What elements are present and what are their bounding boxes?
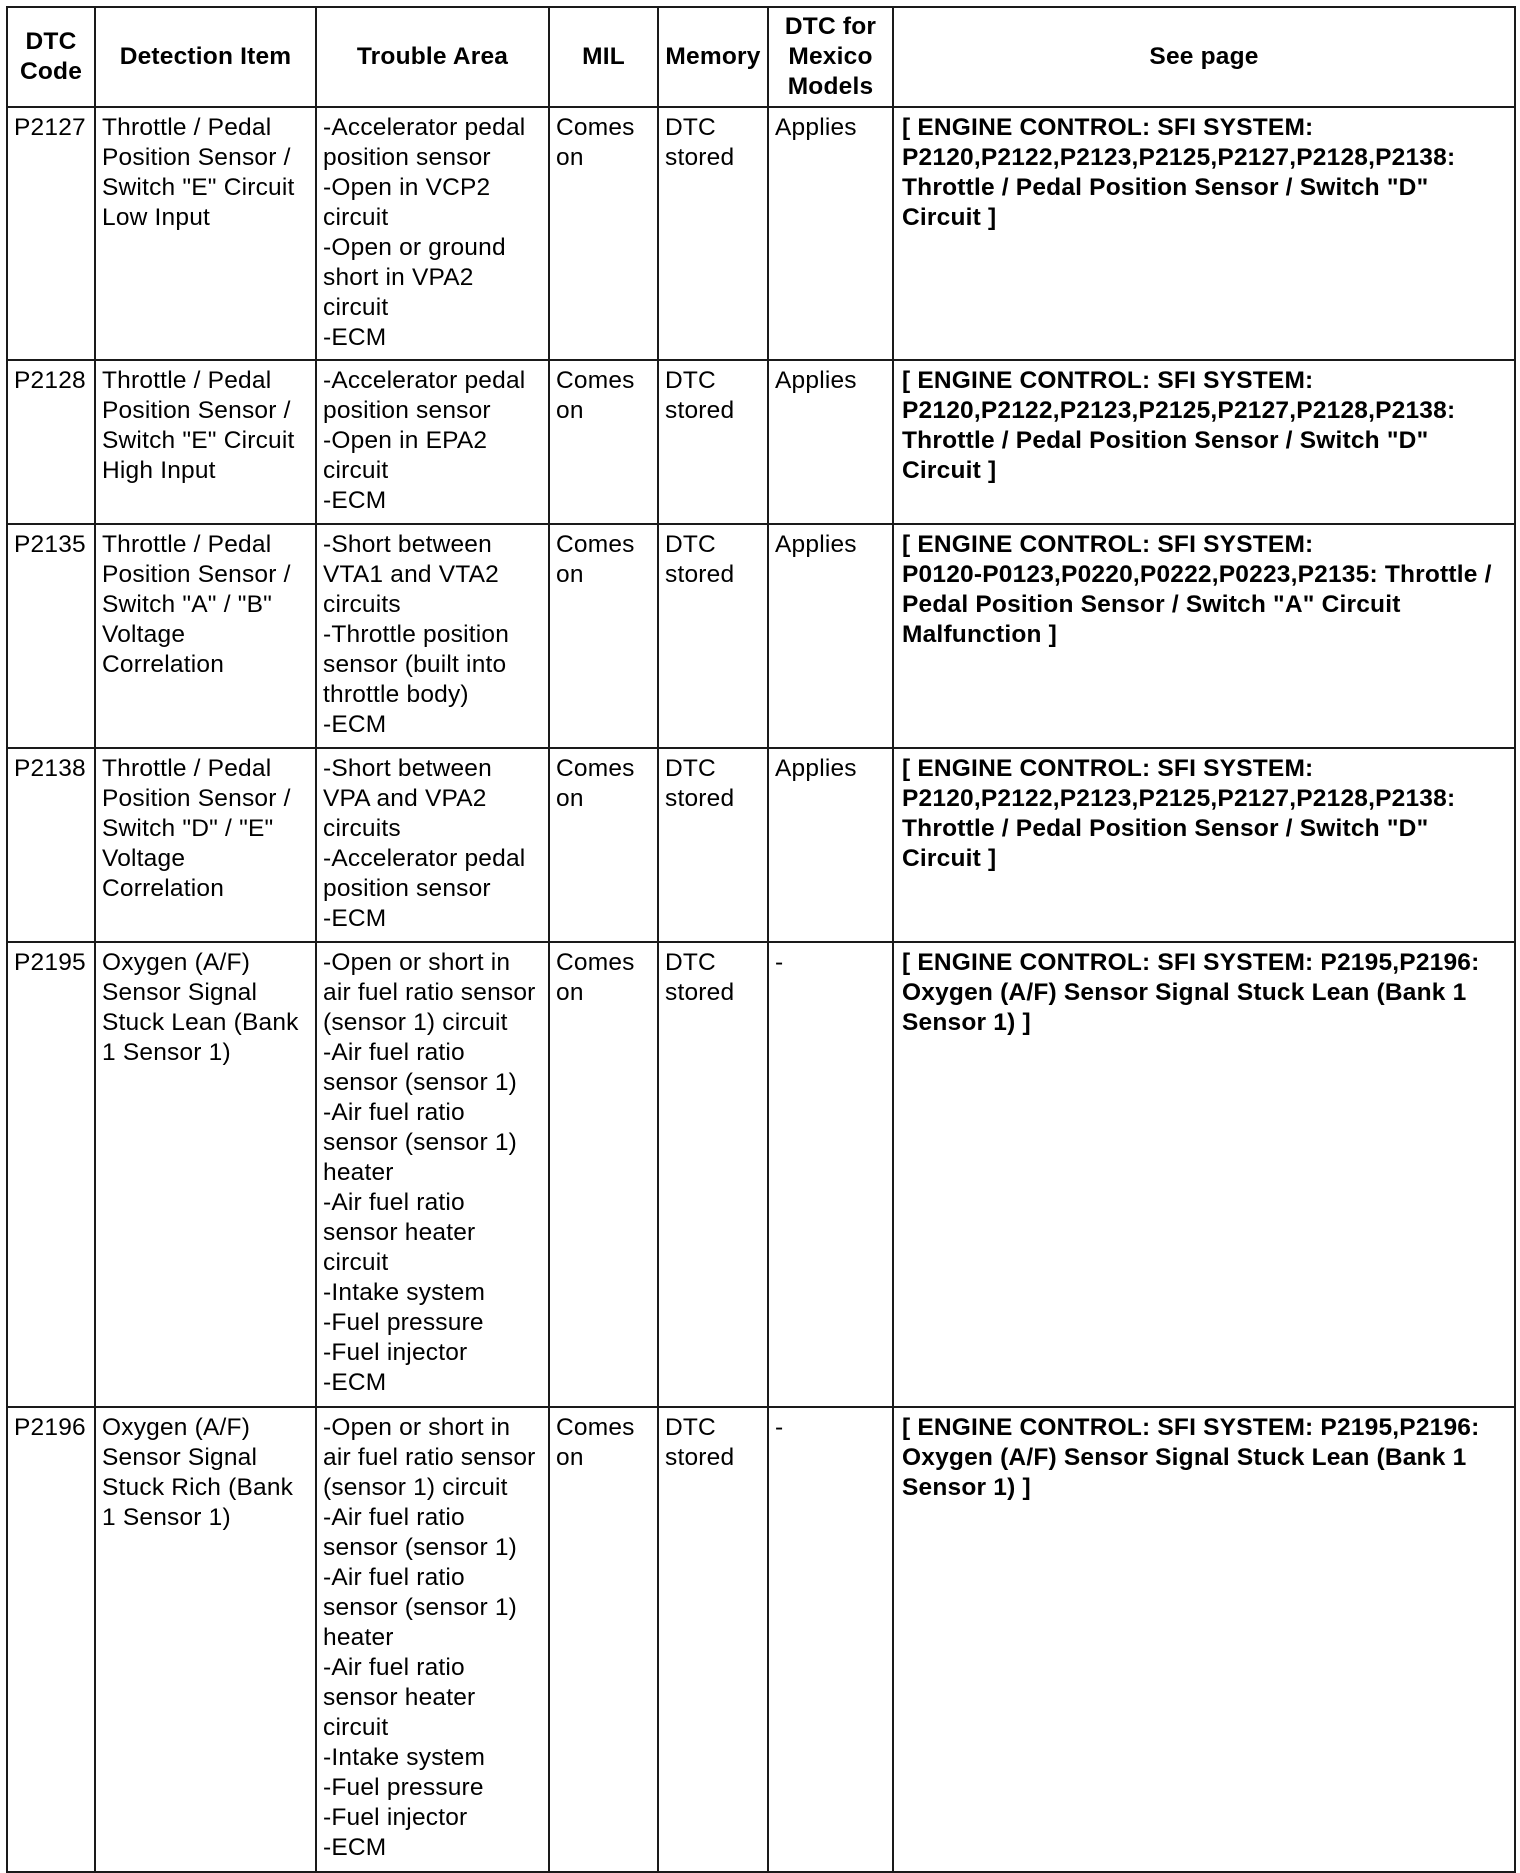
see-page-link-line: [ ENGINE CONTROL: SFI SYSTEM: — [902, 367, 1314, 394]
detection-item-cell-line: 1 Sensor 1) — [102, 1504, 231, 1531]
see-page-link-line: [ ENGINE CONTROL: SFI SYSTEM: — [902, 114, 1314, 141]
see-page-link[interactable] — [893, 524, 1515, 748]
trouble-area-cell — [316, 942, 549, 1407]
trouble-area-cell-line: -Open or short in — [323, 949, 511, 976]
trouble-area-cell-line: sensor (sensor 1) — [323, 1069, 518, 1096]
mexico-models-cell: Applies — [768, 360, 893, 524]
trouble-area-cell-line: -Air fuel ratio — [323, 1564, 465, 1591]
trouble-area-cell — [316, 107, 549, 360]
trouble-area-cell-line: -Air fuel ratio — [323, 1504, 465, 1531]
trouble-area-cell-line: -Air fuel ratio — [323, 1099, 465, 1126]
mil-cell — [549, 942, 658, 1407]
mil-cell — [549, 360, 658, 524]
see-page-link-line: Malfunction ] — [902, 621, 1058, 648]
trouble-area-cell-line: short in VPA2 — [323, 264, 474, 291]
memory-cell — [658, 524, 768, 748]
memory-cell-line: stored — [665, 785, 735, 812]
mexico-models-cell: Applies — [768, 524, 893, 748]
mil-cell — [549, 748, 658, 942]
memory-cell — [658, 1407, 768, 1872]
trouble-area-cell-line: air fuel ratio sensor — [323, 1444, 536, 1471]
header-mexico-models: DTC for Mexico Models — [768, 7, 893, 107]
trouble-area-cell-line: circuit — [323, 1249, 389, 1276]
trouble-area-cell-line: -Open in VCP2 — [323, 174, 491, 201]
trouble-area-cell-line: -ECM — [323, 324, 387, 351]
detection-item-cell-line: Correlation — [102, 651, 225, 678]
see-page-link[interactable] — [893, 942, 1515, 1407]
header-detection-item: Detection Item — [95, 7, 316, 107]
mil-cell — [549, 524, 658, 748]
trouble-area-cell-line: -Air fuel ratio — [323, 1039, 465, 1066]
trouble-area-cell-line: -Accelerator pedal — [323, 845, 526, 872]
trouble-area-cell-line: -ECM — [323, 1369, 387, 1396]
memory-cell — [658, 360, 768, 524]
trouble-area-cell-line: -Open or short in — [323, 1414, 511, 1441]
mil-cell-line: on — [556, 144, 584, 171]
detection-item-cell-line: Voltage — [102, 845, 186, 872]
trouble-area-cell-line: -Intake system — [323, 1279, 486, 1306]
detection-item-cell-line: Sensor Signal — [102, 1444, 258, 1471]
trouble-area-cell-line: sensor (sensor 1) — [323, 1594, 518, 1621]
detection-item-cell-line: Throttle / Pedal — [102, 755, 272, 782]
table-row — [7, 524, 1515, 748]
detection-item-cell-line: Position Sensor / — [102, 785, 291, 812]
see-page-link-line: [ ENGINE CONTROL: SFI SYSTEM: P2195,P2196: — [902, 949, 1480, 976]
dtc-code-cell: P2127 — [7, 107, 95, 360]
trouble-area-cell-line: circuits — [323, 591, 401, 618]
table-row — [7, 107, 1515, 360]
see-page-link-line: Sensor 1) ] — [902, 1009, 1031, 1036]
trouble-area-cell-line: throttle body) — [323, 681, 469, 708]
trouble-area-cell — [316, 524, 549, 748]
trouble-area-cell-line: -Accelerator pedal — [323, 367, 526, 394]
trouble-area-cell-line: -Fuel pressure — [323, 1774, 484, 1801]
table-row — [7, 1407, 1515, 1872]
mexico-models-cell: Applies — [768, 748, 893, 942]
trouble-area-cell-line: -Air fuel ratio — [323, 1654, 465, 1681]
trouble-area-cell-line: circuit — [323, 204, 389, 231]
memory-cell-line: DTC — [665, 531, 716, 558]
detection-item-cell-line: Stuck Rich (Bank — [102, 1474, 294, 1501]
memory-cell-line: stored — [665, 1444, 735, 1471]
trouble-area-cell — [316, 360, 549, 524]
detection-item-cell-line: Position Sensor / — [102, 144, 291, 171]
detection-item-cell-line: 1 Sensor 1) — [102, 1039, 231, 1066]
dtc-table — [6, 6, 1516, 1873]
memory-cell — [658, 107, 768, 360]
mil-cell-line: Comes — [556, 114, 635, 141]
see-page-link-line: Sensor 1) ] — [902, 1474, 1031, 1501]
trouble-area-cell-line: heater — [323, 1624, 394, 1651]
trouble-area-cell — [316, 748, 549, 942]
header-memory: Memory — [658, 7, 768, 107]
detection-item-cell-line: Sensor Signal — [102, 979, 258, 1006]
trouble-area-cell-line: sensor (sensor 1) — [323, 1129, 518, 1156]
memory-cell-line: DTC — [665, 367, 716, 394]
detection-item-cell — [95, 107, 316, 360]
detection-item-cell-line: Oxygen (A/F) — [102, 949, 251, 976]
see-page-link-line: Throttle / Pedal Position Sensor / Switch "D" — [902, 815, 1429, 842]
detection-item-cell — [95, 524, 316, 748]
dtc-code-cell: P2128 — [7, 360, 95, 524]
see-page-link-line: Circuit ] — [902, 845, 997, 872]
see-page-link-line: Circuit ] — [902, 204, 997, 231]
see-page-link[interactable] — [893, 748, 1515, 942]
mil-cell — [549, 1407, 658, 1872]
header-mil: MIL — [549, 7, 658, 107]
mil-cell-line: on — [556, 785, 584, 812]
detection-item-cell — [95, 942, 316, 1407]
trouble-area-cell-line: position sensor — [323, 397, 491, 424]
dtc-table-sheet — [6, 6, 1514, 1873]
trouble-area-cell-line: circuit — [323, 294, 389, 321]
mil-cell-line: on — [556, 397, 584, 424]
mil-cell-line: Comes — [556, 367, 635, 394]
header-see-page: See page — [893, 7, 1515, 107]
trouble-area-cell-line: circuits — [323, 815, 401, 842]
mil-cell-line: Comes — [556, 755, 635, 782]
trouble-area-cell-line: heater — [323, 1159, 394, 1186]
detection-item-cell-line: High Input — [102, 457, 216, 484]
trouble-area-cell-line: -ECM — [323, 487, 387, 514]
trouble-area-cell-line: -Open or ground — [323, 234, 506, 261]
header-trouble-area: Trouble Area — [316, 7, 549, 107]
see-page-link-line: [ ENGINE CONTROL: SFI SYSTEM: — [902, 531, 1314, 558]
trouble-area-cell-line: -Open in EPA2 — [323, 427, 488, 454]
detection-item-cell-line: Throttle / Pedal — [102, 531, 272, 558]
memory-cell-line: stored — [665, 979, 735, 1006]
memory-cell-line: DTC — [665, 949, 716, 976]
trouble-area-cell-line: -Short between — [323, 755, 492, 782]
trouble-area-cell-line: -Air fuel ratio — [323, 1189, 465, 1216]
trouble-area-cell-line: -ECM — [323, 905, 387, 932]
detection-item-cell-line: Switch "A" / "B" — [102, 591, 273, 618]
detection-item-cell-line: Switch "D" / "E" — [102, 815, 274, 842]
detection-item-cell-line: Voltage — [102, 621, 186, 648]
trouble-area-cell-line: -Fuel pressure — [323, 1309, 484, 1336]
see-page-link[interactable] — [893, 360, 1515, 524]
trouble-area-cell-line: -Short between — [323, 531, 492, 558]
memory-cell-line: DTC — [665, 1414, 716, 1441]
dtc-table-body — [7, 107, 1515, 1872]
table-row — [7, 360, 1515, 524]
header-dtc-code: DTC Code — [7, 7, 95, 107]
memory-cell-line: stored — [665, 144, 735, 171]
see-page-link-line: Oxygen (A/F) Sensor Signal Stuck Lean (Bank 1 — [902, 1444, 1467, 1471]
trouble-area-cell-line: air fuel ratio sensor — [323, 979, 536, 1006]
memory-cell-line: stored — [665, 561, 735, 588]
trouble-area-cell-line: (sensor 1) circuit — [323, 1474, 508, 1501]
detection-item-cell-line: Oxygen (A/F) — [102, 1414, 251, 1441]
see-page-link-line: P2120,P2122,P2123,P2125,P2127,P2128,P2138: — [902, 397, 1456, 424]
detection-item-cell — [95, 360, 316, 524]
trouble-area-cell-line: -ECM — [323, 711, 387, 738]
detection-item-cell — [95, 748, 316, 942]
memory-cell-line: stored — [665, 397, 735, 424]
see-page-link-line: Circuit ] — [902, 457, 997, 484]
trouble-area-cell-line: VPA and VPA2 — [323, 785, 487, 812]
trouble-area-cell-line: -ECM — [323, 1834, 387, 1861]
trouble-area-cell-line: sensor heater — [323, 1219, 476, 1246]
see-page-link-line: Throttle / Pedal Position Sensor / Switch "D" — [902, 174, 1429, 201]
memory-cell — [658, 748, 768, 942]
trouble-area-cell-line: -Throttle position — [323, 621, 510, 648]
detection-item-cell-line: Throttle / Pedal — [102, 114, 272, 141]
table-row — [7, 748, 1515, 942]
trouble-area-cell-line: sensor heater — [323, 1684, 476, 1711]
dtc-code-cell: P2135 — [7, 524, 95, 748]
mil-cell-line: Comes — [556, 1414, 635, 1441]
table-row — [7, 942, 1515, 1407]
trouble-area-cell-line: VTA1 and VTA2 — [323, 561, 500, 588]
mil-cell-line: on — [556, 979, 584, 1006]
mil-cell-line: on — [556, 561, 584, 588]
mil-cell — [549, 107, 658, 360]
see-page-link-line: P0120-P0123,P0220,P0222,P0223,P2135: Throttle / — [902, 561, 1492, 588]
memory-cell-line: DTC — [665, 114, 716, 141]
trouble-area-cell-line: -Fuel injector — [323, 1339, 468, 1366]
see-page-link[interactable] — [893, 107, 1515, 360]
detection-item-cell-line: Correlation — [102, 875, 225, 902]
see-page-link-line: Oxygen (A/F) Sensor Signal Stuck Lean (Bank 1 — [902, 979, 1467, 1006]
mil-cell-line: Comes — [556, 949, 635, 976]
detection-item-cell — [95, 1407, 316, 1872]
trouble-area-cell-line: (sensor 1) circuit — [323, 1009, 508, 1036]
trouble-area-cell-line: -Intake system — [323, 1744, 486, 1771]
mexico-models-cell: - — [768, 942, 893, 1407]
trouble-area-cell-line: position sensor — [323, 144, 491, 171]
trouble-area-cell-line: sensor (built into — [323, 651, 507, 678]
trouble-area-cell-line: circuit — [323, 1714, 389, 1741]
dtc-code-cell: P2138 — [7, 748, 95, 942]
see-page-link-line: Throttle / Pedal Position Sensor / Switch "D" — [902, 427, 1429, 454]
mil-cell-line: Comes — [556, 531, 635, 558]
detection-item-cell-line: Stuck Lean (Bank — [102, 1009, 299, 1036]
detection-item-cell-line: Throttle / Pedal — [102, 367, 272, 394]
see-page-link[interactable] — [893, 1407, 1515, 1872]
see-page-link-line: P2120,P2122,P2123,P2125,P2127,P2128,P2138: — [902, 785, 1456, 812]
see-page-link-line: [ ENGINE CONTROL: SFI SYSTEM: P2195,P2196: — [902, 1414, 1480, 1441]
memory-cell — [658, 942, 768, 1407]
trouble-area-cell — [316, 1407, 549, 1872]
dtc-code-cell: P2195 — [7, 942, 95, 1407]
mil-cell-line: on — [556, 1444, 584, 1471]
header-row — [7, 7, 1515, 107]
trouble-area-cell-line: circuit — [323, 457, 389, 484]
detection-item-cell-line: Switch "E" Circuit — [102, 174, 295, 201]
detection-item-cell-line: Position Sensor / — [102, 397, 291, 424]
detection-item-cell-line: Switch "E" Circuit — [102, 427, 295, 454]
detection-item-cell-line: Position Sensor / — [102, 561, 291, 588]
dtc-code-cell: P2196 — [7, 1407, 95, 1872]
memory-cell-line: DTC — [665, 755, 716, 782]
detection-item-cell-line: Low Input — [102, 204, 211, 231]
trouble-area-cell-line: sensor (sensor 1) — [323, 1534, 518, 1561]
trouble-area-cell-line: -Accelerator pedal — [323, 114, 526, 141]
mexico-models-cell: Applies — [768, 107, 893, 360]
see-page-link-line: Pedal Position Sensor / Switch "A" Circuit — [902, 591, 1401, 618]
see-page-link-line: P2120,P2122,P2123,P2125,P2127,P2128,P2138: — [902, 144, 1456, 171]
see-page-link-line: [ ENGINE CONTROL: SFI SYSTEM: — [902, 755, 1314, 782]
trouble-area-cell-line: position sensor — [323, 875, 491, 902]
trouble-area-cell-line: -Fuel injector — [323, 1804, 468, 1831]
mexico-models-cell: - — [768, 1407, 893, 1872]
